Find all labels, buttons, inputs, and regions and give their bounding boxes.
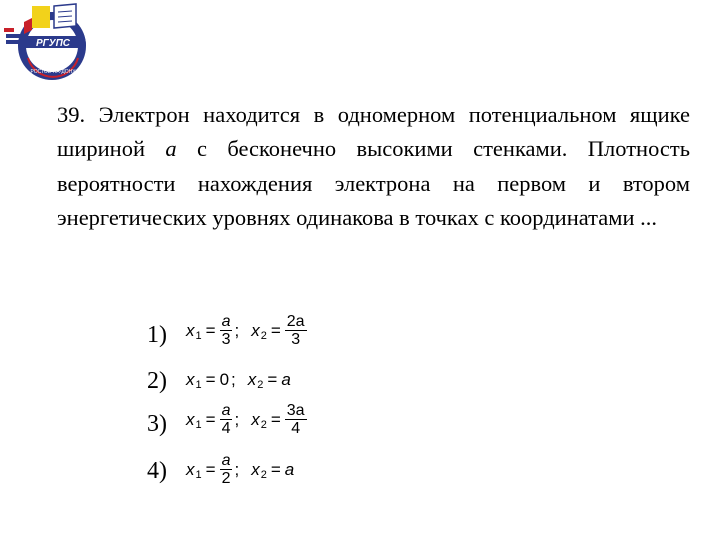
answer-3-formula[interactable]: x 1 = $\frac{a}{4}$ ; x 2 = $\frac{3a}{4}$ [186,402,305,437]
logo-ring-text: РОСТОВ-НА-ДОНУ [30,69,76,75]
answer-3-label[interactable]: 3) [147,411,167,437]
answer-4-label[interactable]: 4) [147,458,167,484]
logo-book-icon [32,6,50,28]
question-text: 39. Электрон находится в одномерном потенциальном ящике шириной a с бесконечно высокими стенками. Плотность вероятности нахождения электрона на первом и втором энергетических уровнях одинакова в точках с координатами ... [57,102,690,230]
answer-2-formula[interactable]: x 1 = 0 ; x 2 = a [186,370,291,391]
rgups-logo [0,0,98,82]
answer-1-label[interactable]: 1) [147,322,167,348]
answer-2-label[interactable]: 2) [147,368,167,394]
answer-1-formula[interactable]: x 1 = $\frac{a}{3}$ ; x 2 = $\frac{2a}{3}$ [186,313,305,348]
logo-text: РГУПС [36,38,70,49]
answer-4-formula[interactable]: x 1 = $\frac{a}{2}$ ; x 2 = a [186,452,295,487]
